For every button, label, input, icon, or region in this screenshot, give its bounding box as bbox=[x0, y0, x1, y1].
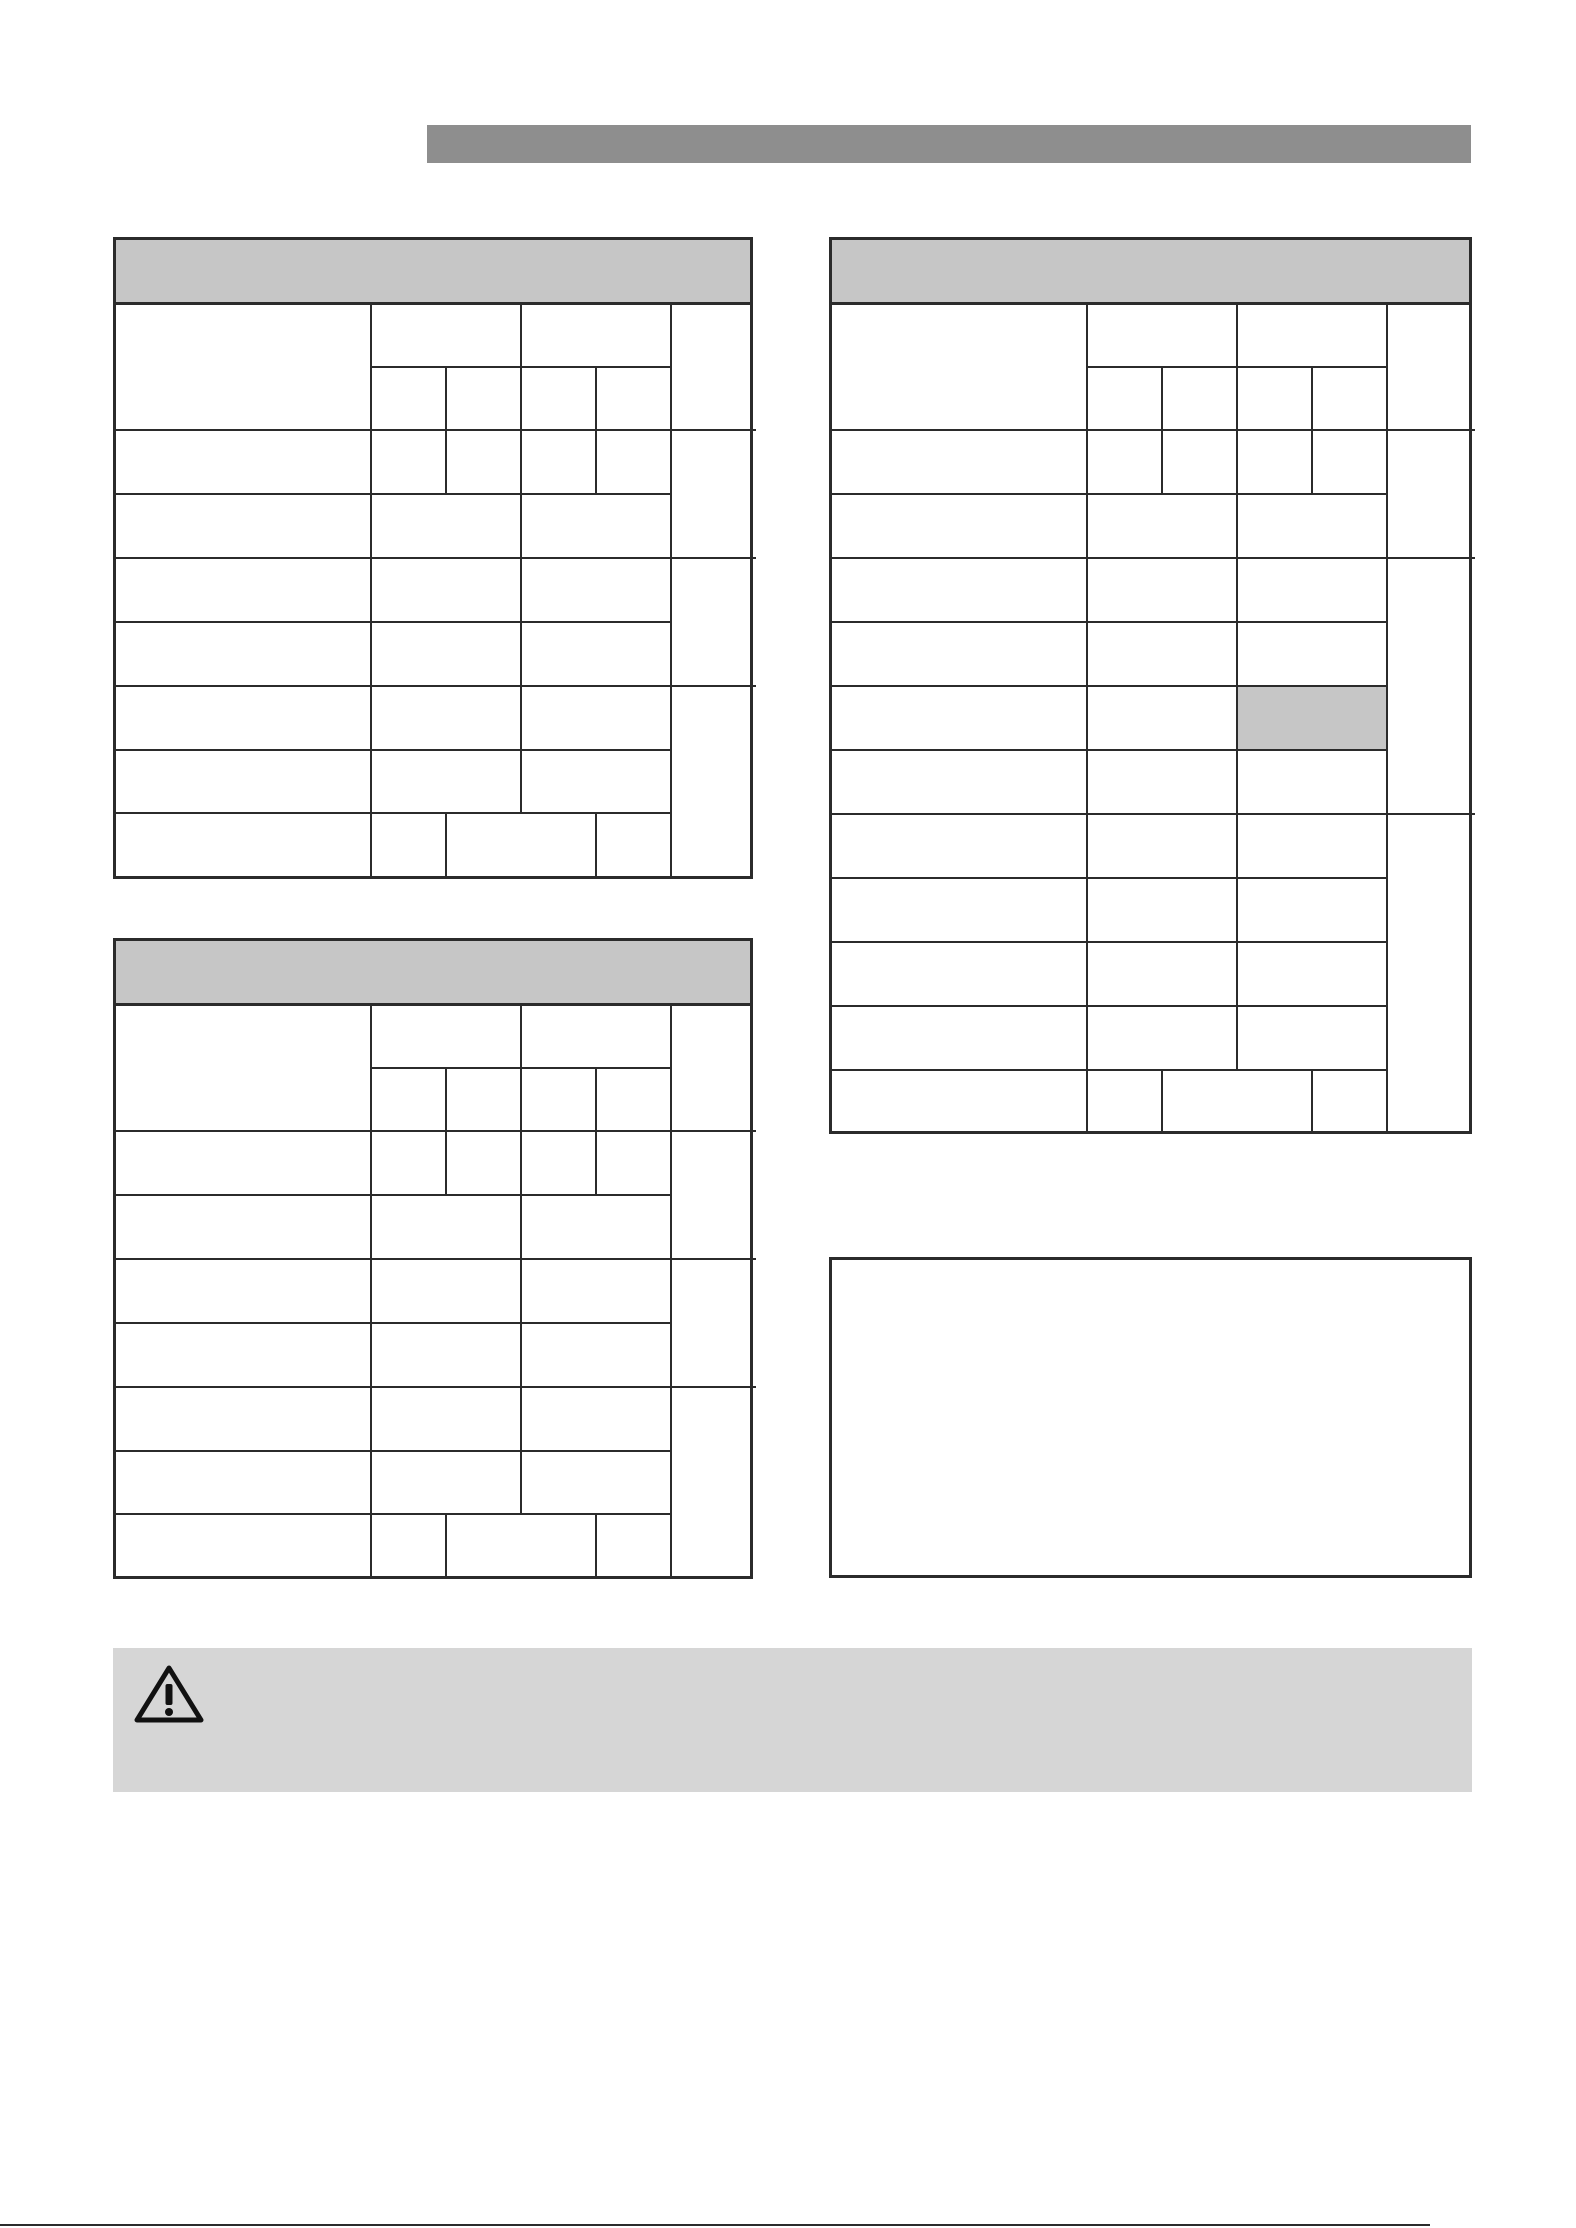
footer-mark bbox=[1490, 2212, 1530, 2228]
spec-table-2-title bbox=[116, 941, 750, 1006]
spec-table-3 bbox=[829, 237, 1472, 1134]
spec-table-3-title bbox=[832, 240, 1469, 305]
spec-table-1-title bbox=[116, 240, 750, 305]
highlighted-cell bbox=[1238, 687, 1386, 749]
notes-box bbox=[829, 1257, 1472, 1578]
footer-rule bbox=[0, 2224, 1430, 2226]
warning-panel bbox=[113, 1648, 1472, 1792]
spec-table-1 bbox=[113, 237, 753, 879]
section-header-bar bbox=[427, 125, 1471, 163]
warning-triangle-icon bbox=[134, 1664, 204, 1724]
spec-table-2 bbox=[113, 938, 753, 1579]
